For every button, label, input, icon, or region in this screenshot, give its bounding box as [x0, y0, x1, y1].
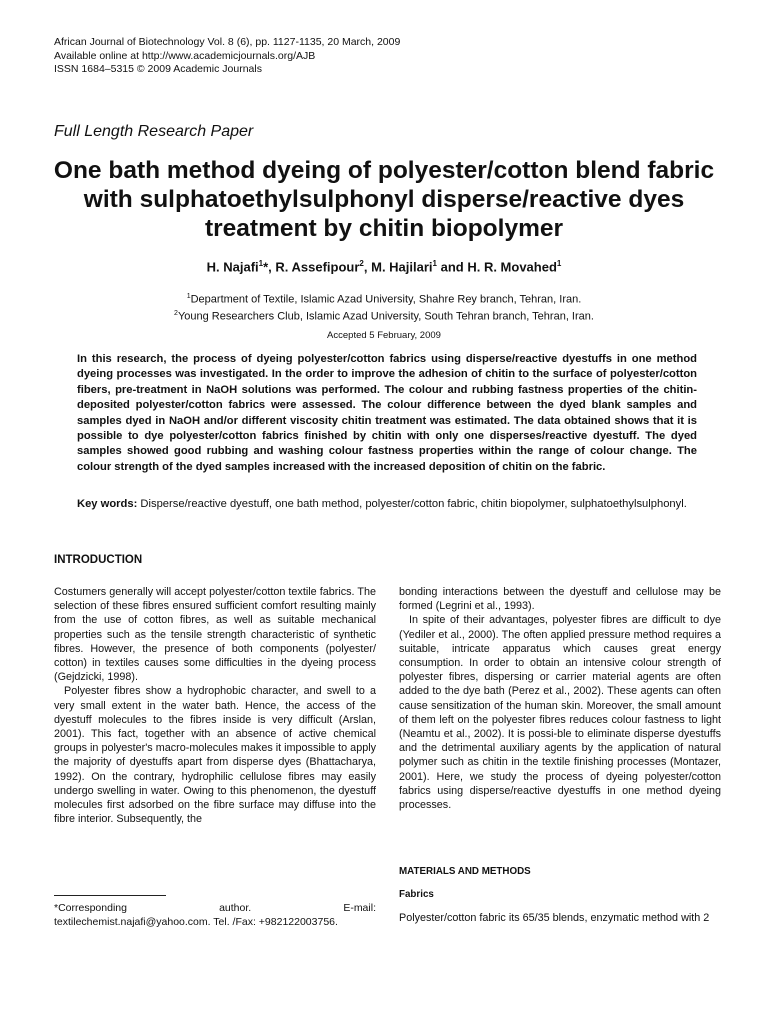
paper-title: One bath method dyeing of polyester/cotton blend fabric with sulphatoethylsulphonyl disperse/reactive dyes treatment by chitin biopolymer: [53, 157, 715, 242]
accepted-date: Accepted 5 February, 2009: [327, 330, 441, 341]
left-column: [54, 585, 376, 826]
affiliation-line: [0, 290, 768, 307]
author-affil-mark: 1: [556, 259, 562, 268]
affiliation-text: Young Researchers Club, Islamic Azad University, South Tehran branch, Tehran, Iran.: [177, 310, 594, 323]
corresponding-author-footnote: [54, 902, 376, 929]
footnote-line: [54, 902, 376, 916]
keywords: [77, 497, 697, 512]
author-name: M. Hajilari: [371, 259, 433, 275]
affiliation-text: Department of Textile, Islamic Azad University, Shahre Rey branch, Tehran, Iran.: [190, 293, 582, 306]
author-separator: ,: [363, 259, 372, 275]
keywords-text: Disperse/reactive dyestuff, one bath method, polyester/cotton fabric, chitin biopolymer, sulphatoethylsulphonyl.: [140, 498, 687, 510]
affiliation-line: [0, 307, 768, 324]
paper-type: Full Length Research Paper: [54, 123, 254, 140]
author-affil-mark: 1: [258, 259, 264, 268]
affiliation-mark: 1: [186, 293, 191, 300]
keywords-label: Key words:: [77, 498, 138, 510]
abstract: In this research, the process of dyeing polyester/cotton fabrics using disperse/reactive dyestuffs in one method dyeing processes was investigated. In the order to improve the adhesion of chitin to the surface of polyester/cotton fibers, pre-treatment in NaOH solutions was performed. The colour and rubbing fastness properties of the chitin-deposited polyester/cotton fabrics were assessed. The colour difference between the dyed blank samples and samples dyed in NaOH and/or different viscosity chitin treatment was estimated. The data obtained shows that it is possible to dye polyester/cotton fabrics finished by chitin with only one disperses/reactive dyestuff. The dyed samples showed good rubbing and washing colour fastness properties within the range of colour change. The colour strength of the dyed samples increased with the increased deposition of chitin on the fabric.: [77, 353, 697, 473]
author-affil-mark: 1: [432, 259, 437, 268]
author-separator: and: [436, 259, 468, 275]
fabrics-text: Polyester/cotton fabric its 65/35 blends, enzymatic method with 2: [399, 912, 710, 924]
introduction-heading: INTRODUCTION: [54, 554, 143, 566]
footnote-label: *Corresponding: [54, 902, 127, 914]
author-separator: *,: [263, 259, 276, 275]
journal-header: [54, 36, 400, 77]
right-column: [399, 585, 721, 812]
fabrics-subheading: Fabrics: [399, 889, 434, 900]
materials-methods-heading: MATERIALS AND METHODS: [399, 866, 531, 877]
footnote-label: E-mail:: [343, 902, 376, 914]
journal-issn: ISSN 1684–5315 © 2009 Academic Journals: [54, 63, 262, 75]
body-paragraph: Polyester fibres show a hydrophobic character, and swell to a very small extent in the water bath. Hence, the access of the dyestuff molecules to the fibres inside is very difficult (Arslan, 2001). This fact, together with an absence of active chemical groups in polyester's macro-molecules makes it impossible to apply the majority of dyestuffs apart from disperse dyes (Bhattacharya, 1992). On the contrary, hydrophilic cellulose fibres may easily undergo swelling in water. Owing to this phenomenon, the dyestuff molecules first adsorbed on the fibre surface may diffuse into the fibre interior. Subsequently, the: [54, 685, 376, 826]
journal-url: Available online at http://www.academicjournals.org/AJB: [54, 49, 316, 62]
author-name: H. R. Movahed: [467, 259, 557, 275]
body-paragraph: Costumers generally will accept polyester/cotton textile fabrics. The selection of these fibres ensured sufficient comfort resulting mainly from the use of cotton fibres, as well as suitable mechanical properties such as the tensile strength characteristic of synthetic fibres. However, the presence of both components (polyester/ cotton) in textiles causes some difficulties in the dyeing process (Gejdzicki, 1998).: [54, 586, 376, 684]
author-list: [0, 259, 768, 274]
footnote-label: author.: [219, 902, 252, 914]
footnote-divider: [54, 895, 166, 896]
body-paragraph: In spite of their advantages, polyester fibres are difficult to dye (Yediler et al., 2000). The often applied pressure method requires a suitable, intricate apparatus which causes great energy consumption. In order to obtain an intensive colour strength of polyester fibres, dispersing or carrier material agents are often added to the dye bath (Perez et al., 2002). These agents can often cause sensitization of the human skin. Moreover, the small amount of them left on the polyester fibres reduces colour fastness to light (Neamtu et al., 2002). It is possi-ble to eliminate disperse dyestuffs and the detrimental auxiliary agents by the application of natural polymer such as chitin in the textile finishing processes (Montazer, 2001). Here, we study the process of dyeing polyester/cotton fabrics using disperse/reactive dyestuffs in one method dyeing processes.: [399, 614, 721, 812]
affiliation-mark: 2: [174, 310, 178, 318]
affiliations: [0, 290, 768, 324]
body-paragraph: bonding interactions between the dyestuff and cellulose may be formed (Legrini et al., 1993).: [399, 586, 721, 613]
footnote-contact: textilechemist.najafi@yahoo.com. Tel. /Fax: +982122003756.: [54, 915, 338, 928]
author-affil-mark: 2: [359, 259, 364, 268]
journal-citation: African Journal of Biotechnology Vol. 8 (6), pp. 1127-1135, 20 March, 2009: [54, 36, 401, 48]
author-name: H. Najafi: [206, 259, 259, 275]
author-name: R. Assefipour: [275, 259, 360, 275]
